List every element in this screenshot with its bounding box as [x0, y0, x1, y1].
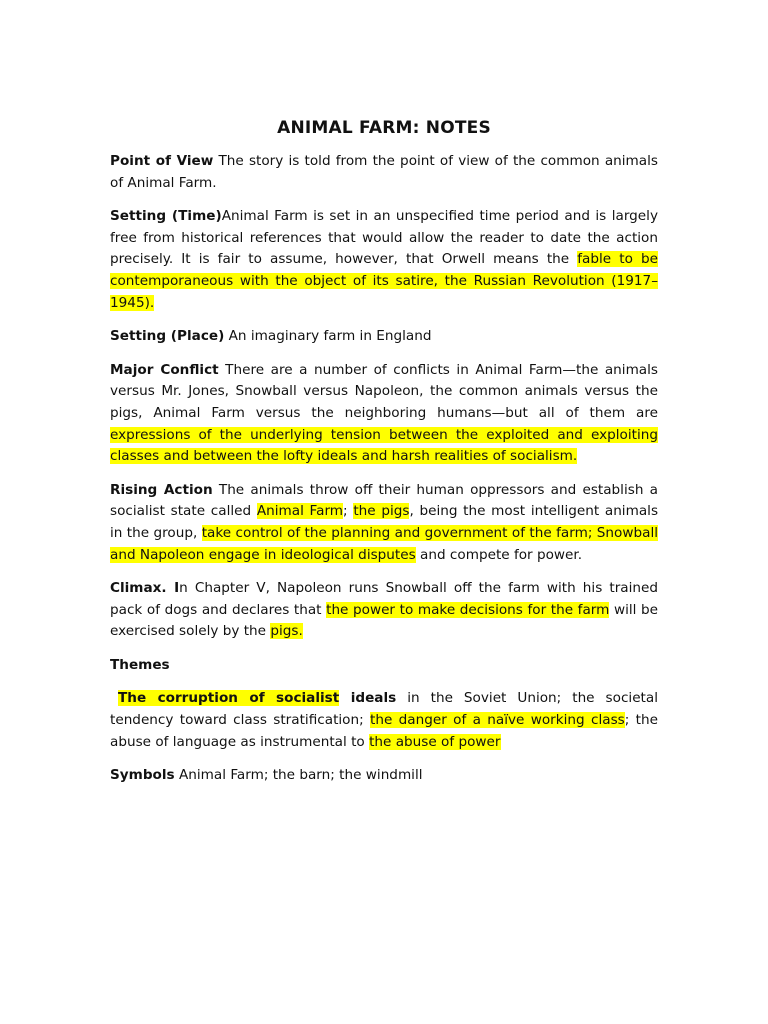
paragraph-text: , being the most intelligent animals in the group, [110, 503, 659, 541]
section-label: Major Conflict [110, 361, 219, 378]
paragraph-text: and compete for power. [415, 546, 583, 563]
setting-time-paragraph [110, 206, 658, 314]
page-title: ANIMAL FARM: NOTES [277, 118, 491, 138]
section-label: Symbols [110, 767, 175, 784]
section-label: Rising Action [110, 481, 213, 498]
paragraph-text: An imaginary farm in England [224, 328, 432, 345]
highlighted-bold-text: The corruption of socialist [118, 690, 340, 707]
section-label: Setting (Time) [110, 208, 222, 225]
paragraph-text: ; the abuse of language as instrumental to [110, 712, 658, 750]
highlighted-text: pigs. [270, 623, 303, 640]
highlighted-text: the danger of a naïve working class [370, 712, 625, 729]
highlighted-text: fable to be contemporaneous with the object of its satire, the Russian Revolution (1917–1945). [110, 251, 658, 311]
section-label: Climax. I [110, 580, 180, 597]
paragraph-text: Animal Farm is set in an unspecified time period and is largely free from historical references that would allow the reader to date the action precisely. It is fair to assume, however, that Orwell means the [110, 208, 658, 268]
highlighted-text: take control of the planning and government of the farm; Snowball and Napoleon engage in ideological disputes [110, 524, 659, 563]
highlighted-text: Animal Farm [256, 503, 344, 520]
section-label: Point of View [110, 153, 214, 169]
paragraph-text: The animals throw off their human oppressors and establish a socialist state called [110, 481, 658, 520]
climax-paragraph [110, 578, 658, 643]
paragraph-text: The story is told from the point of view of the common animals of Animal Farm. [110, 153, 658, 191]
highlighted-text: the power to make decisions for the farm [326, 601, 610, 618]
section-label: Setting (Place) [110, 328, 225, 345]
themes-heading [110, 655, 658, 677]
highlighted-text [118, 690, 339, 706]
section-label: Themes [110, 656, 170, 673]
major-conflict-paragraph [110, 360, 658, 468]
setting-place-paragraph [110, 326, 658, 348]
paragraph-text: in the Soviet Union; the societal tendency toward class stratification; [110, 690, 658, 729]
highlighted-text: the abuse of power [369, 733, 501, 750]
paragraph-text: There are a number of conflicts in Animal Farm—the animals versus Mr. Jones, Snowball versus Napoleon, the common animals versus the pigs, Animal Farm versus the neighboring humans—but all of them are [110, 361, 659, 421]
point-of-view-paragraph [110, 151, 658, 194]
paragraph-text: n Chapter V, Napoleon runs Snowball off the farm with his trained pack of dogs and declares that [110, 580, 659, 618]
paragraph-text: will be exercised solely by the [110, 601, 658, 640]
highlighted-text: the pigs [353, 503, 410, 520]
highlighted-text: expressions of the underlying tension between the exploited and exploiting classes and between the lofty ideals and harsh realities of socialism. [110, 426, 658, 465]
paragraph-text: ; [343, 503, 354, 520]
rising-action-paragraph [110, 480, 658, 566]
notes-body [110, 115, 658, 799]
bold-text: ideals [339, 690, 397, 707]
paragraph-text: Animal Farm; the barn; the windmill [174, 767, 423, 784]
symbols-paragraph [110, 765, 658, 787]
themes-paragraph [110, 688, 658, 753]
